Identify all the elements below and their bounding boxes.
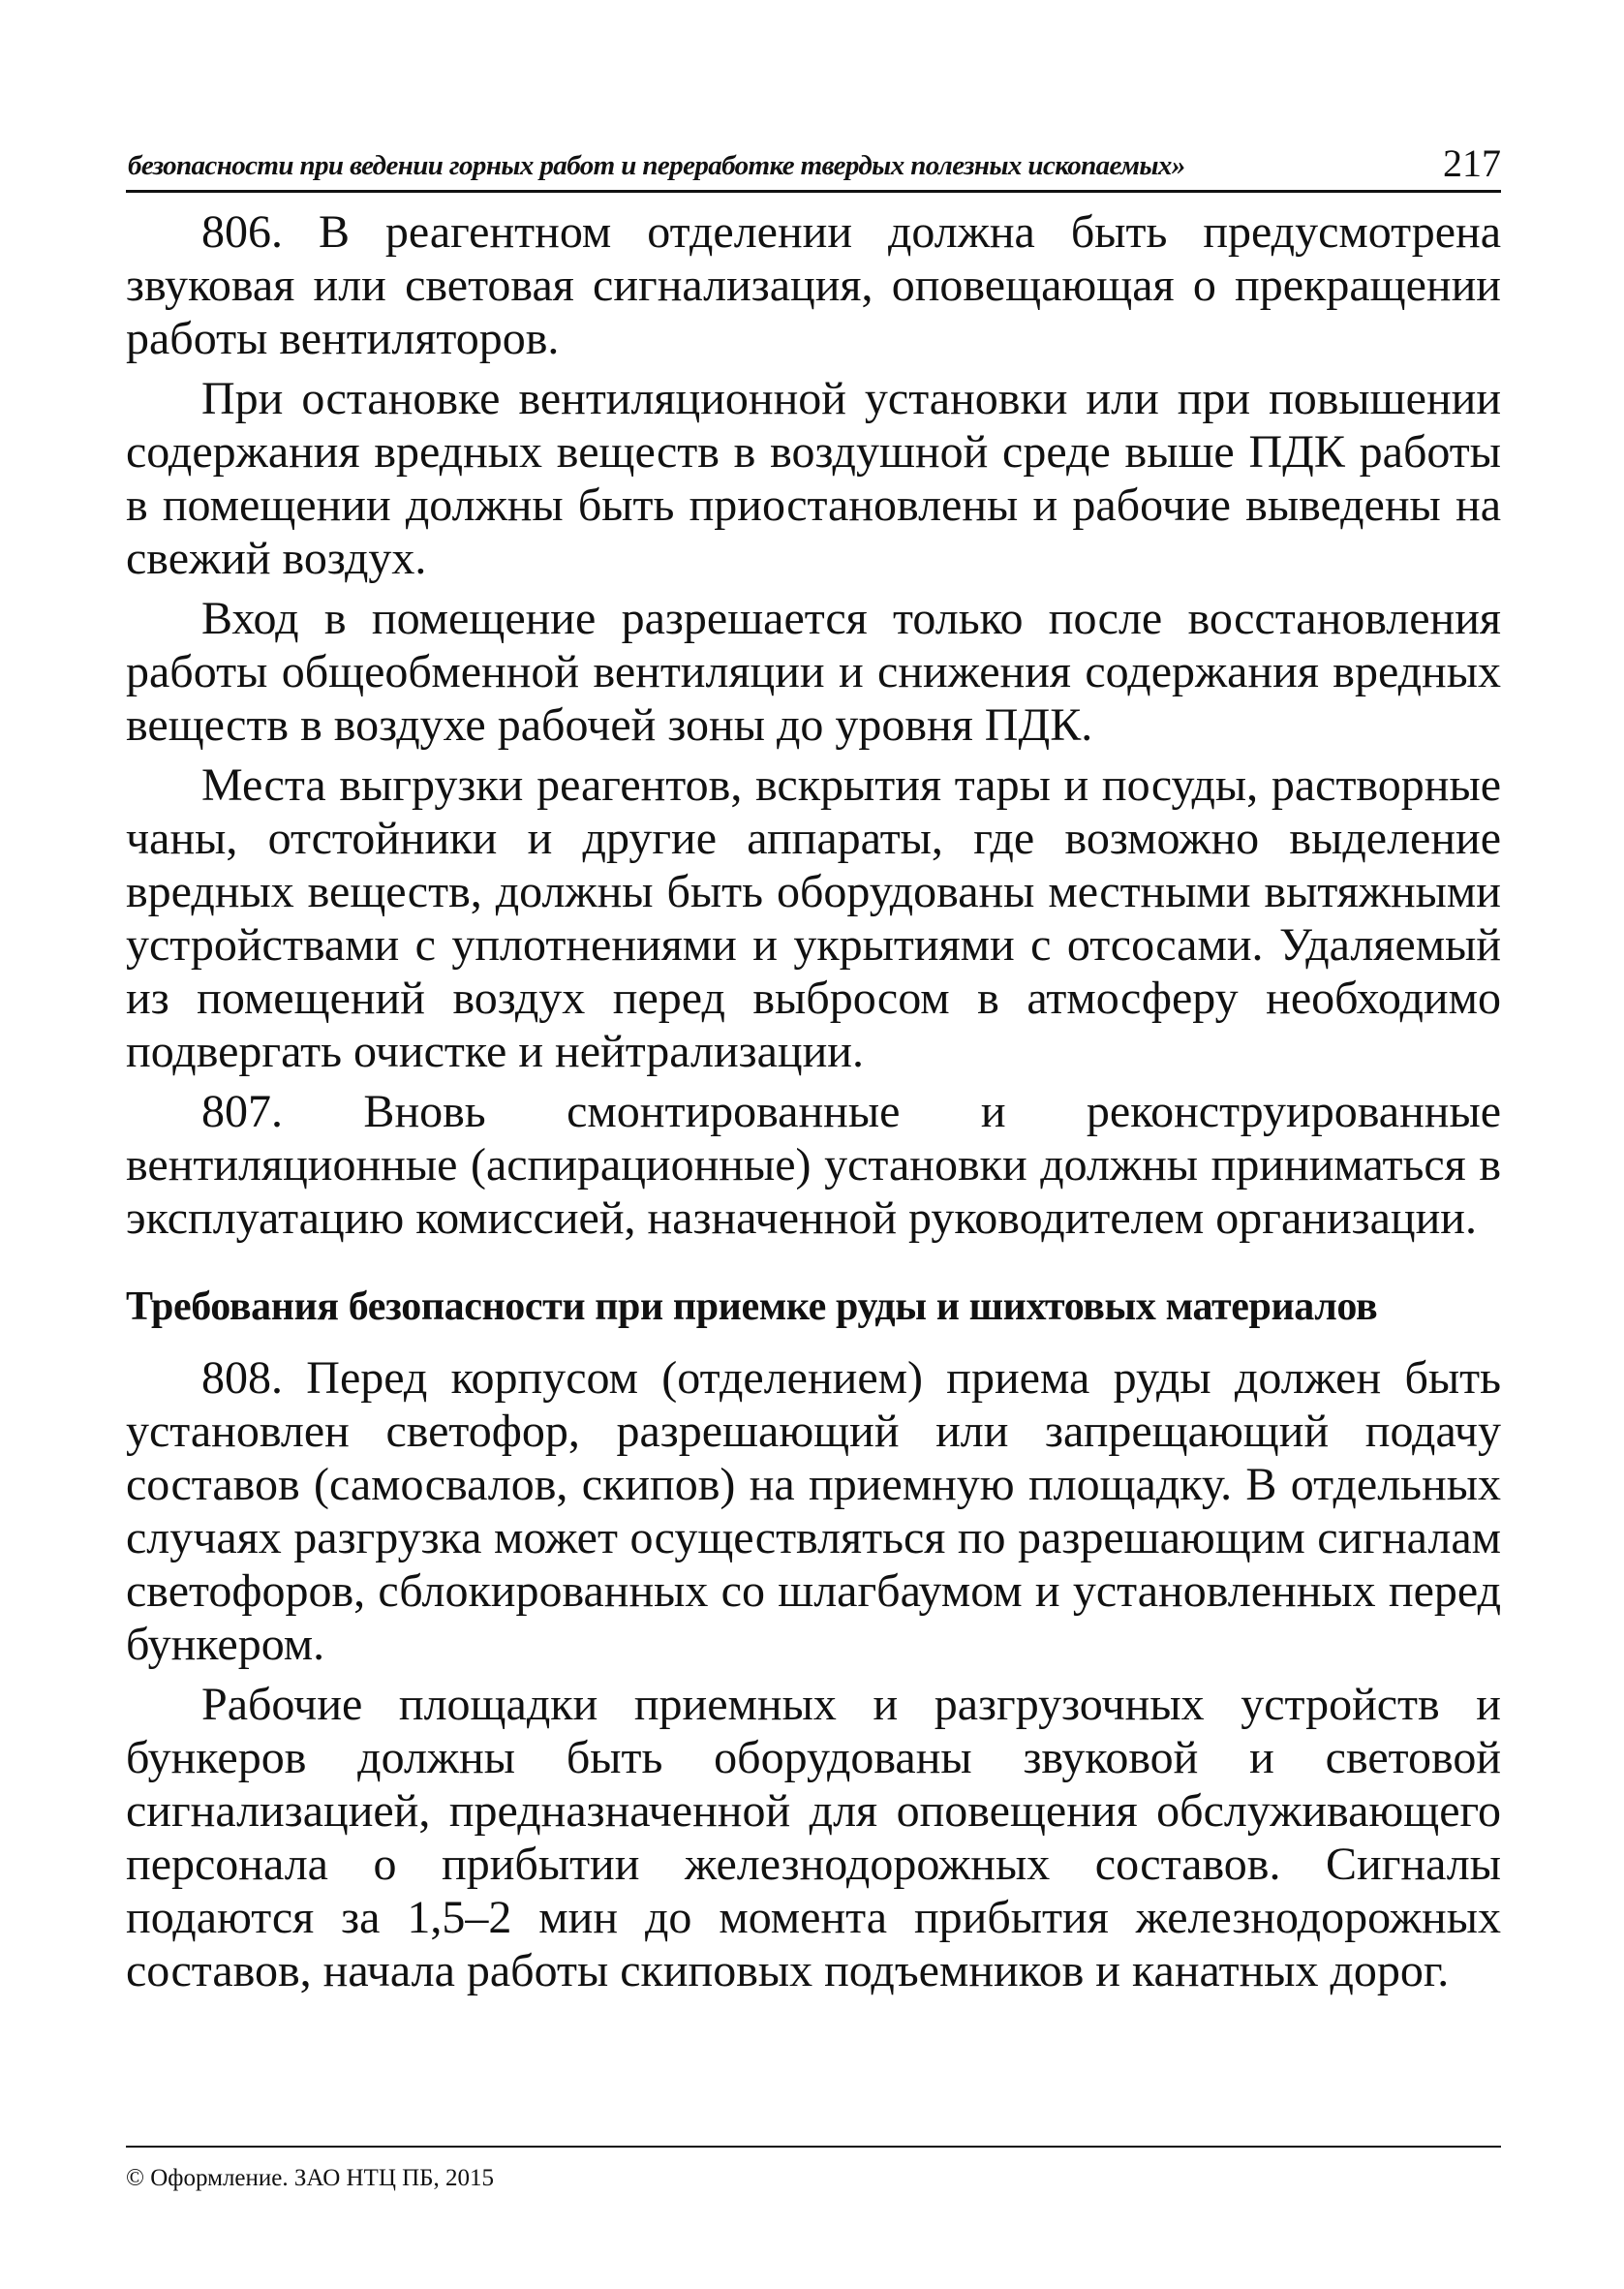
paragraph: 808. Перед корпусом (отделением) приема руды должен быть установлен светофор, разрешающий или запрещающий подачу составов (самосвалов, скипов) на приемную площадку. В отдельных случаях разгрузка может осуществляться по разрешающим сигналам светофоров, сблокированных со шлагбаумом и установленных перед бункером. bbox=[126, 1352, 1501, 1670]
document-page bbox=[126, 126, 1501, 2199]
paragraph: При остановке вентиляционной установки или при повышении содержания вредных веществ в воздушной среде выше ПДК работы в помещении должны быть приостановлены и рабочие выведены на свежий воздух. bbox=[126, 373, 1501, 584]
page-number: 217 bbox=[1443, 141, 1501, 185]
paragraph: Рабочие площадки приемных и разгрузочных устройств и бункеров должны быть оборудованы звуковой и световой сигнализацией, предназначенной для оповещения обслуживающего персонала о прибытии железнодорожных составов. Сигналы подаются за 1,5–2 мин до момента прибытия железнодорожных составов, начала работы скиповых подъемников и канатных дорог. bbox=[126, 1679, 1501, 1996]
running-title: безопасности при ведении горных работ и переработке твердых полезных ископаемых» bbox=[128, 150, 1185, 181]
paragraph: 806. В реагентном отделении должна быть предусмотрена звуковая или световая сигнализация, оповещающая о прекращении работы вентиляторов. bbox=[126, 206, 1501, 364]
page-footer bbox=[126, 2146, 1501, 2192]
running-header bbox=[126, 126, 1501, 193]
section-heading: Требования безопасности при приемке руды и шихтовых материалов bbox=[126, 1284, 1378, 1329]
paragraph: 807. Вновь смонтированные и реконструированные вентиляционные (аспирационные) установки должны приниматься в эксплуатацию комиссией, назначенной руководителем организации. bbox=[126, 1086, 1501, 1244]
paragraph: Места выгрузки реагентов, вскрытия тары и посуды, растворные чаны, отстойники и другие аппараты, где возможно выделение вредных веществ, должны быть оборудованы местными вытяжными устройствами с уплотнениями и укрытиями с отсосами. Удаляемый из помещений воздух перед выбросом в атмосферу необходимо подвергать очистке и нейтрализации. bbox=[126, 759, 1501, 1077]
copyright-note: © Оформление. ЗАО НТЦ ПБ, 2015 bbox=[126, 2165, 495, 2191]
paragraph: Вход в помещение разрешается только после восстановления работы общеобменной вентиляции и снижения содержания вредных веществ в воздухе рабочей зоны до уровня ПДК. bbox=[126, 593, 1501, 751]
page-body bbox=[126, 205, 1501, 2004]
